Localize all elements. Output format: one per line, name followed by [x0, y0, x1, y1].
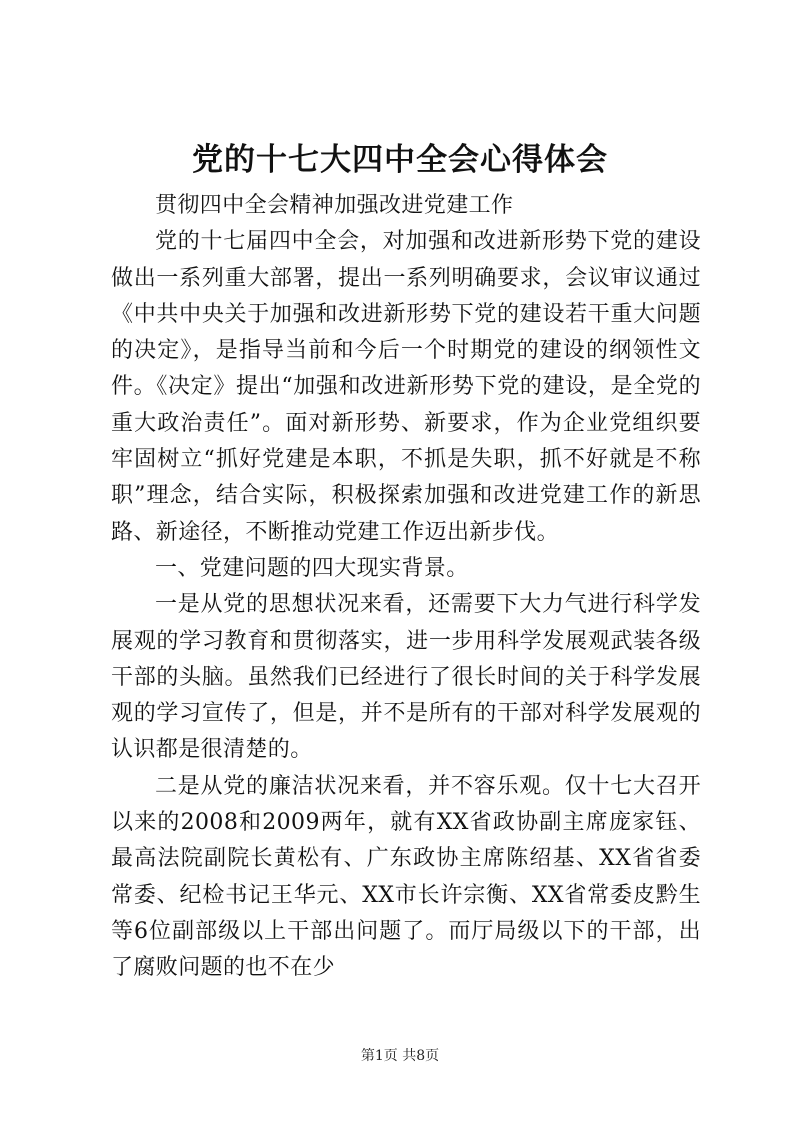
document-title: 党的十七大四中全会心得体会 — [192, 142, 608, 178]
document-body — [111, 188, 701, 987]
paragraph-point-two: 二是从党的廉洁状况来看，并不容乐观。仅十七大召开以来的2008和2009两年，就有XX省政协副主席庞家钰、最高法院副院长黄松有、广东政协主席陈绍基、XX省省委常委、纪检书记王华元、XX市长许宗衡、XX省常委皮黔生等6位副部级以上干部出问题了。而厅局级以下的干部，出了腐败问题的也不在少 — [111, 773, 701, 981]
page-footer: 第1页 共8页 — [360, 1048, 440, 1064]
paragraph-section-heading: 一、党建问题的四大现实背景。 — [155, 555, 469, 581]
paragraph-subtitle: 贯彻四中全会精神加强改进党建工作 — [155, 193, 514, 218]
paragraph-intro: 党的十七届四中全会，对加强和改进新形势下党的建设做出一系列重大部署，提出一系列明确要求，会议审议通过《中共中央关于加强和改进新形势下党的建设若干重大问题的决定》，是指导当前和今后一个时期党的建设的纲领性文件。《决定》提出“加强和改进新形势下党的建设，是全党的重大政治责任”。面对新形势、新要求，作为企业党组织要牢固树立“抓好党建是本职，不抓是失职，抓不好就是不称职”理念，结合实际，积极探索加强和改进党建工作的新思路、新途径，不断推动党建工作迈出新步伐。 — [111, 229, 701, 545]
paragraph-point-one: 一是从党的思想状况来看，还需要下大力气进行科学发展观的学习教育和贯彻落实，进一步用科学发展观武装各级干部的头脑。虽然我们已经进行了很长时间的关于科学发展观的学习宣传了，但是，并不是所有的干部对科学发展观的认识都是很清楚的。 — [111, 592, 701, 763]
